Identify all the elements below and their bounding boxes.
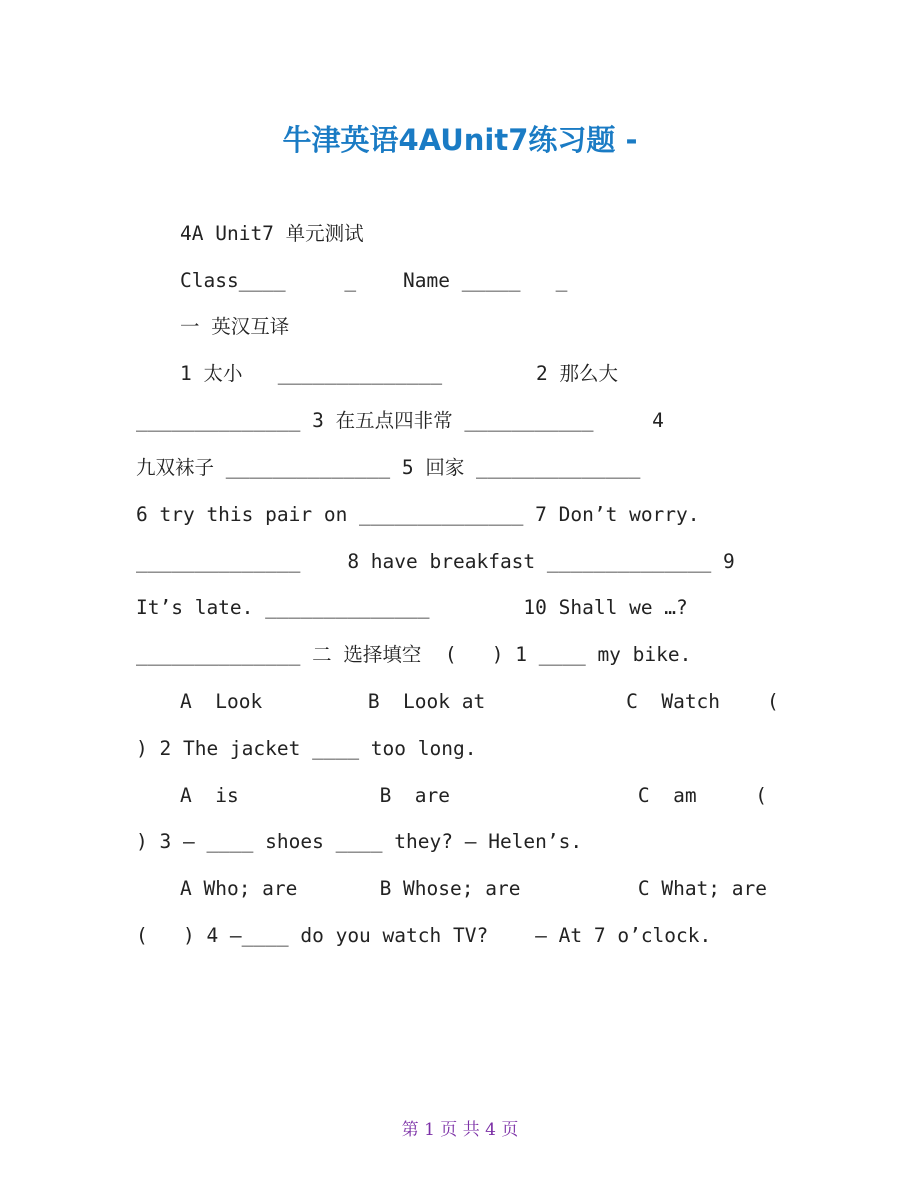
exercise-line: 6 try this pair on ______________ 7 Don’t worry. <box>136 503 700 526</box>
page-number-footer: 第 1 页 共 4 页 <box>401 1120 519 1140</box>
option-line: A Look B Look at C Watch ( <box>180 690 779 713</box>
option-line: A is B are C am ( <box>180 784 767 807</box>
class-name-line: Class____ _ Name _____ _ <box>180 269 568 292</box>
exercise-line: ______________ 二 选择填空 ( ) 1 ____ my bike. <box>136 643 692 666</box>
option-line: A Who; are B Whose; are C What; are <box>180 877 767 900</box>
unit-heading: 4A Unit7 单元测试 <box>180 222 364 245</box>
exercise-line: It’s late. ______________ 10 Shall we …? <box>136 596 688 619</box>
exercise-line: 1 太小 ______________ 2 那么大 <box>180 362 618 385</box>
exercise-line: ______________ 8 have breakfast ______________ 9 <box>136 550 735 573</box>
exercise-line: 九双袜子 ______________ 5 回家 ______________ <box>136 456 641 479</box>
section-one-heading: 一 英汉互译 <box>180 315 290 338</box>
question-line: ( ) 4 —____ do you watch TV? — At 7 o’clock. <box>136 924 712 947</box>
exercise-line: ______________ 3 在五点四非常 ___________ 4 <box>136 409 664 432</box>
question-line: ) 2 The jacket ____ too long. <box>136 737 477 760</box>
question-line: ) 3 — ____ shoes ____ they? — Helen’s. <box>136 830 583 853</box>
document-title: 牛津英语4AUnit7练习题 - <box>282 123 638 157</box>
